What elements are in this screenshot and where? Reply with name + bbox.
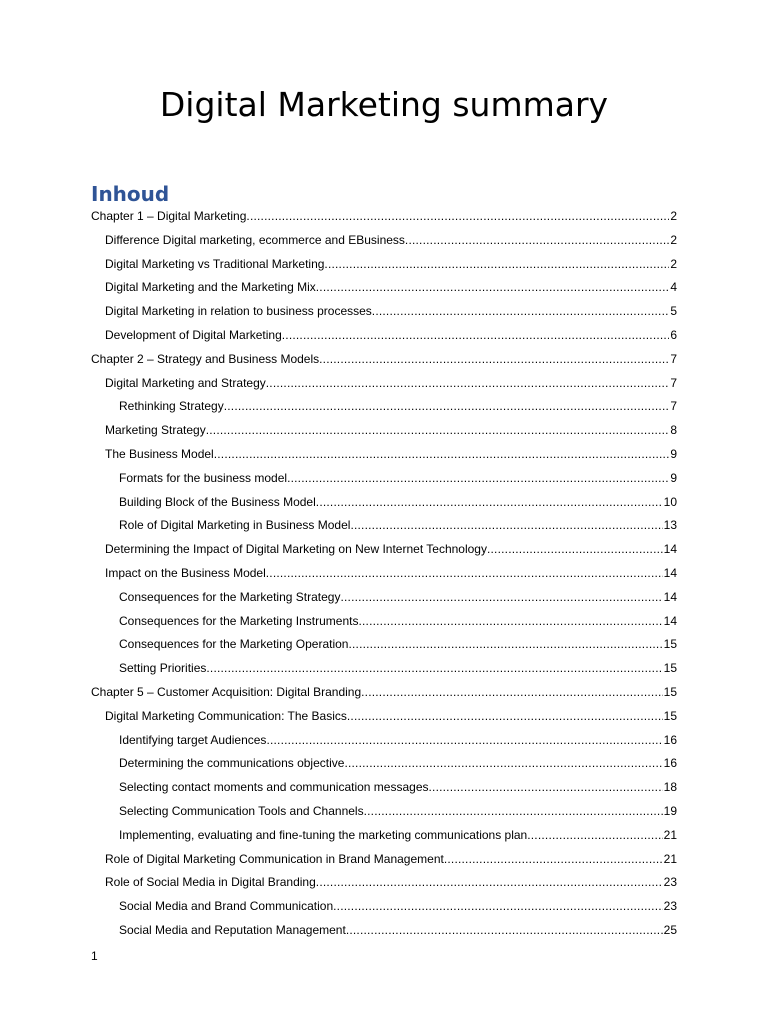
toc-entry-title[interactable]: Development of Digital Marketing	[105, 327, 282, 342]
toc-entry-title[interactable]: Determining the Impact of Digital Marketing on New Internet Technology	[105, 542, 487, 557]
toc-entry[interactable]	[91, 493, 677, 517]
table-of-contents	[91, 207, 677, 945]
toc-dot-leader	[319, 350, 669, 368]
toc-entry[interactable]	[91, 302, 677, 326]
toc-entry[interactable]	[91, 564, 677, 588]
toc-entry[interactable]	[91, 731, 677, 755]
toc-entry-title[interactable]: Difference Digital marketing, ecommerce and EBusiness	[105, 232, 405, 247]
toc-entry[interactable]	[91, 397, 677, 421]
toc-entry-page-number: 15	[663, 684, 677, 699]
toc-dot-leader	[266, 564, 663, 582]
toc-dot-leader	[316, 493, 663, 511]
toc-entry-title[interactable]: Selecting contact moments and communication messages	[119, 780, 429, 795]
toc-entry[interactable]	[91, 421, 677, 445]
toc-entry-page-number: 18	[663, 780, 677, 795]
toc-entry[interactable]	[91, 707, 677, 731]
toc-entry-title[interactable]: Chapter 5 – Customer Acquisition: Digital Branding	[91, 684, 362, 699]
toc-dot-leader	[344, 754, 662, 772]
toc-entry[interactable]	[91, 873, 677, 897]
toc-heading: Inhoud	[91, 182, 170, 206]
toc-entry[interactable]	[91, 754, 677, 778]
toc-entry[interactable]	[91, 683, 677, 707]
toc-dot-leader	[358, 612, 662, 630]
toc-entry-page-number: 8	[670, 423, 677, 438]
toc-entry-title[interactable]: Rethinking Strategy	[119, 399, 224, 414]
toc-dot-leader	[333, 897, 663, 915]
toc-dot-leader	[487, 540, 663, 558]
toc-entry[interactable]	[91, 588, 677, 612]
toc-entry-title[interactable]: Digital Marketing vs Traditional Marketing	[105, 256, 325, 271]
toc-entry-page-number: 14	[663, 589, 677, 604]
toc-entry[interactable]	[91, 350, 677, 374]
toc-entry-page-number: 4	[670, 280, 677, 295]
toc-dot-leader	[282, 326, 670, 344]
toc-entry[interactable]	[91, 921, 677, 945]
toc-dot-leader	[266, 374, 670, 392]
toc-entry-title[interactable]: Digital Marketing Communication: The Basics	[105, 708, 347, 723]
toc-dot-leader	[266, 731, 662, 749]
toc-dot-leader	[444, 850, 663, 868]
toc-entry-page-number: 15	[663, 637, 677, 652]
toc-entry-title[interactable]: Selecting Communication Tools and Channels	[119, 803, 364, 818]
toc-entry-page-number: 2	[670, 256, 677, 271]
toc-entry-page-number: 21	[663, 851, 677, 866]
toc-entry[interactable]	[91, 255, 677, 279]
toc-entry-page-number: 23	[663, 899, 677, 914]
toc-entry-title[interactable]: Consequences for the Marketing Instruments	[119, 613, 359, 628]
toc-entry[interactable]	[91, 326, 677, 350]
toc-dot-leader	[340, 588, 662, 606]
toc-entry-title[interactable]: Chapter 1 – Digital Marketing	[91, 209, 247, 223]
toc-entry-page-number: 14	[663, 613, 677, 628]
toc-entry-title[interactable]: Digital Marketing and the Marketing Mix	[105, 280, 316, 295]
toc-entry-page-number: 7	[670, 399, 677, 414]
toc-entry[interactable]	[91, 635, 677, 659]
toc-entry-page-number: 25	[663, 922, 677, 937]
toc-dot-leader	[214, 445, 670, 463]
toc-entry[interactable]	[91, 778, 677, 802]
toc-dot-leader	[372, 302, 670, 320]
toc-entry[interactable]	[91, 540, 677, 564]
toc-entry-page-number: 2	[670, 209, 677, 223]
toc-entry-page-number: 7	[670, 375, 677, 390]
toc-dot-leader	[429, 778, 663, 796]
toc-entry-title[interactable]: Formats for the business model	[119, 470, 288, 485]
toc-entry[interactable]	[91, 802, 677, 826]
toc-dot-leader	[527, 826, 662, 844]
toc-dot-leader	[361, 683, 663, 701]
toc-entry-page-number: 15	[663, 661, 677, 676]
toc-entry-page-number: 5	[670, 304, 677, 319]
toc-entry-title[interactable]: Role of Digital Marketing in Business Model	[119, 518, 351, 533]
toc-entry-page-number: 14	[663, 565, 677, 580]
toc-entry-page-number: 13	[663, 518, 677, 533]
toc-dot-leader	[316, 278, 670, 296]
toc-entry-title[interactable]: Determining the communications objective	[119, 756, 345, 771]
toc-entry-title[interactable]: The Business Model	[105, 446, 214, 461]
toc-entry-title[interactable]: Role of Digital Marketing Communication in Brand Management	[105, 851, 444, 866]
toc-dot-leader	[364, 802, 663, 820]
toc-dot-leader	[246, 207, 669, 225]
page-number: 1	[91, 949, 98, 963]
toc-entry[interactable]	[91, 231, 677, 255]
toc-entry-page-number: 7	[670, 351, 677, 366]
toc-entry-title[interactable]: Identifying target Audiences	[119, 732, 267, 747]
toc-dot-leader	[405, 231, 669, 249]
toc-entry-title[interactable]: Implementing, evaluating and fine-tuning the marketing communications plan	[119, 827, 528, 842]
toc-entry-title[interactable]: Role of Social Media in Digital Branding	[105, 875, 316, 890]
toc-entry[interactable]	[91, 516, 677, 540]
toc-entry[interactable]	[91, 897, 677, 921]
toc-entry-title[interactable]: Marketing Strategy	[105, 423, 206, 438]
toc-entry[interactable]	[91, 469, 677, 493]
document-title: Digital Marketing summary	[159, 85, 609, 124]
toc-dot-leader	[287, 469, 669, 487]
toc-entry-page-number: 9	[670, 470, 677, 485]
toc-entry[interactable]	[91, 445, 677, 469]
toc-entry-page-number: 6	[670, 327, 677, 342]
toc-dot-leader	[324, 255, 669, 273]
toc-entry-page-number: 15	[663, 708, 677, 723]
toc-dot-leader	[224, 397, 670, 415]
toc-dot-leader	[206, 659, 662, 677]
toc-entry-title[interactable]: Impact on the Business Model	[105, 565, 266, 580]
toc-entry-title[interactable]: Social Media and Reputation Management	[119, 922, 346, 937]
toc-entry-page-number: 10	[663, 494, 677, 509]
toc-dot-leader	[348, 635, 662, 653]
toc-entry-title[interactable]: Consequences for the Marketing Strategy	[119, 589, 341, 604]
toc-entry[interactable]	[91, 207, 677, 231]
toc-entry-page-number: 9	[670, 446, 677, 461]
toc-dot-leader	[346, 921, 663, 939]
toc-entry-title[interactable]: Social Media and Brand Communication	[119, 899, 334, 914]
toc-entry-page-number: 16	[663, 732, 677, 747]
toc-entry-title[interactable]: Building Block of the Business Model	[119, 494, 316, 509]
toc-entry[interactable]	[91, 278, 677, 302]
toc-dot-leader	[316, 873, 663, 891]
toc-dot-leader	[347, 707, 663, 725]
toc-entry-page-number: 23	[663, 875, 677, 890]
toc-entry[interactable]	[91, 659, 677, 683]
toc-entry[interactable]	[91, 612, 677, 636]
toc-entry-page-number: 2	[670, 232, 677, 247]
toc-entry-title[interactable]: Setting Priorities	[119, 661, 207, 676]
toc-dot-leader	[206, 421, 670, 439]
toc-entry-title[interactable]: Digital Marketing in relation to business processes	[105, 304, 372, 319]
toc-entry[interactable]	[91, 826, 677, 850]
toc-entry-page-number: 14	[663, 542, 677, 557]
toc-entry-page-number: 19	[663, 803, 677, 818]
toc-dot-leader	[350, 516, 662, 534]
toc-entry[interactable]	[91, 850, 677, 874]
toc-entry-page-number: 16	[663, 756, 677, 771]
toc-entry-title[interactable]: Digital Marketing and Strategy	[105, 375, 266, 390]
toc-entry[interactable]	[91, 374, 677, 398]
toc-entry-title[interactable]: Chapter 2 – Strategy and Business Models	[91, 351, 320, 366]
toc-entry-title[interactable]: Consequences for the Marketing Operation	[119, 637, 349, 652]
toc-entry-page-number: 21	[663, 827, 677, 842]
